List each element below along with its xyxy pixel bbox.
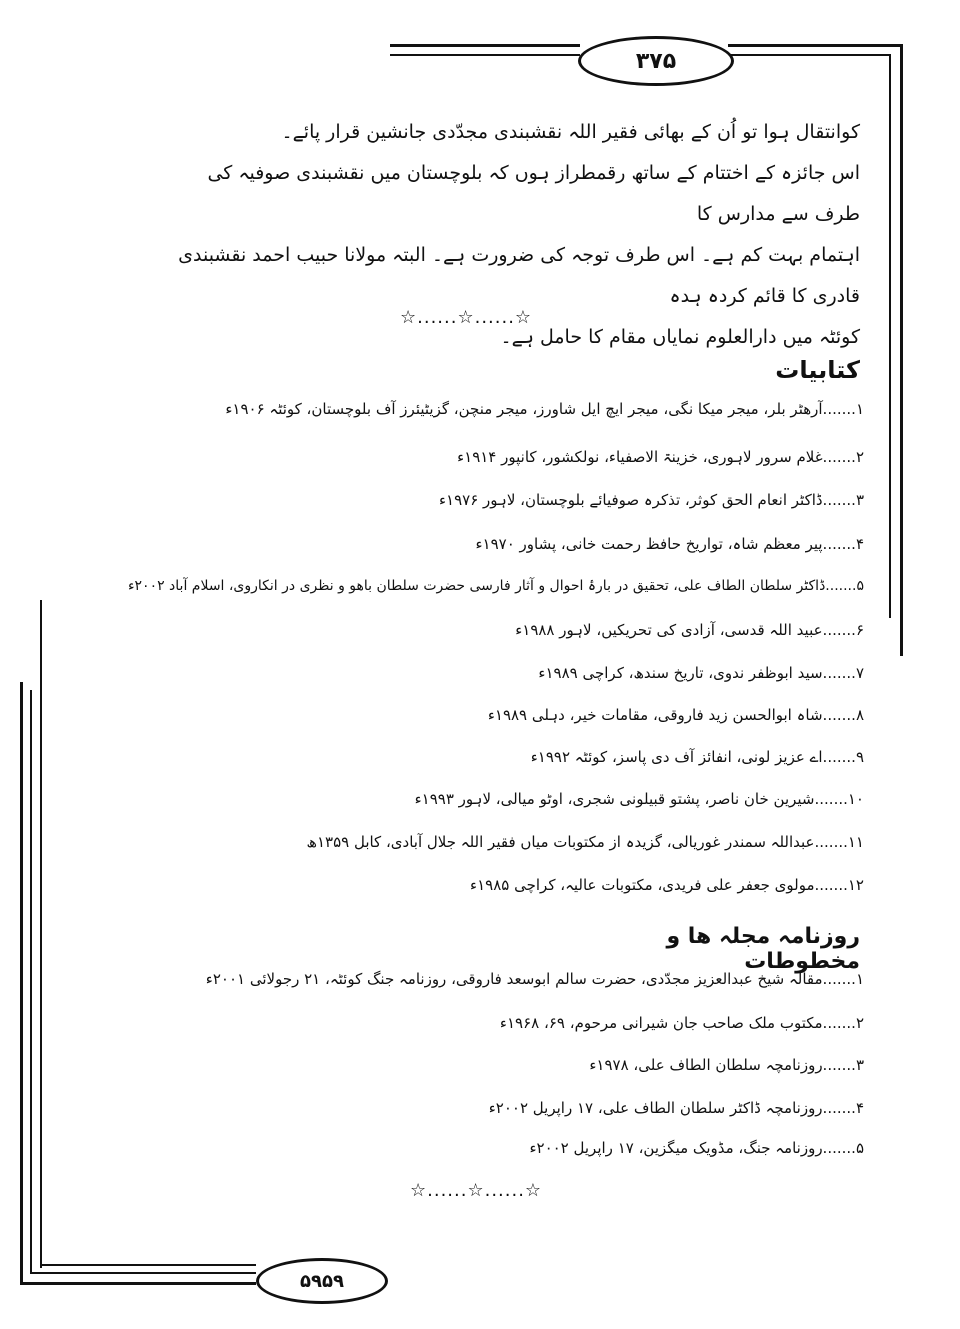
bibliography-item-3: ۳.......ڈاکٹر انعام الحق کوثر، تذکرہ صوفیائے بلوچستان، لاہور ۱۹۷۶ء: [438, 491, 864, 509]
page-number-top-text: ۳۷۵: [635, 48, 677, 74]
intro-line-1: کوانتقال ہوا تو اُن کے بھائی فقیر اللہ نقشبندی مجدّدی جانشین قرار پائے۔: [281, 121, 860, 143]
bibliography-item-1: ۱.......آرھٹر بلر، میجر میکا نگی، میجر ایچ ایل شاورز، میجر منچن، گزیٹیئرز آف بلوچستان، کوئٹہ ۱۹۰۶ء: [225, 400, 864, 418]
intro-line-2: اس جائزہ کے اختتام کے ساتھ رقمطراز ہوں کہ بلوچستان میں نقشبندی صوفیہ کی طرف سے مدارس کا: [207, 162, 860, 225]
bibliography-item-4: ۴.......پیر معظم شاہ، تواریخ حافظ رحمت خانی، پشاور ۱۹۷۰ء: [475, 535, 864, 553]
bibliography-item-7: ۷.......سید ابوظفر ندوی، تاریخ سندھ، کراچی ۱۹۸۹ء: [538, 664, 864, 682]
page-number-bottom-text: ۵۹۵۹: [300, 1270, 344, 1292]
bibliography-item-6: ۶.......عبید اللہ قدسی، آزادی کی تحریکیں، لاہور ۱۹۸۸ء: [515, 621, 864, 639]
frame-left-line-3: [40, 600, 42, 1268]
frame-bottom-line-1: [20, 1282, 256, 1285]
bibliography-item-8: ۸.......شاہ ابوالحسن زید فاروقی، مقامات خیر، دہلی ۱۹۸۹ء: [487, 706, 864, 724]
frame-top-right-line-outer: [728, 44, 902, 47]
periodicals-item-3: ۳.......روزنامچہ سلطان الطاف علی، ۱۹۷۸ء: [589, 1056, 864, 1074]
bibliography-item-12: ۱۲.......مولوی جعفر علی فریدی، مکتوبات عالیہ، کراچی ۱۹۸۵ء: [470, 876, 864, 894]
frame-top-line-outer: [390, 44, 580, 47]
bibliography-item-10: ۱۰.......شیرین خان ناصر، پشتو قبیلونی شجری، اوٹو میالی، لاہور ۱۹۹۳ء: [414, 790, 864, 808]
star-separator-2: ☆......☆......☆: [410, 1180, 543, 1201]
periodicals-item-4: ۴.......روزنامچہ ڈاکٹر سلطان الطاف علی، ۱۷ راپریل ۲۰۰۲ء: [488, 1099, 864, 1117]
page-number-top: [578, 36, 734, 86]
frame-left-line-1: [20, 682, 23, 1282]
frame-top-line-inner: [390, 54, 580, 56]
bibliography-item-2: ۲.......غلام سرور لاہوری، خزینۃ الاصفیاء، نولکشور، کانپور ۱۹۱۴ء: [457, 448, 864, 466]
frame-right-line-outer: [900, 44, 903, 656]
periodicals-item-5: ۵.......روزنامہ جنگ، مڈویک میگزین، ۱۷ راپریل ۲۰۰۲ء: [529, 1139, 864, 1157]
periodicals-heading: روزنامہ مجلہ ھا و مخطوطات: [666, 924, 860, 974]
periodicals-item-2: ۲.......مکتوب ملک صاحب جان شیرانی مرحوم، ۶۹، ۱۹۶۸ء: [499, 1014, 864, 1032]
frame-bottom-line-3: [40, 1264, 256, 1266]
frame-bottom-line-2: [30, 1272, 256, 1274]
periodicals-item-1: ۱.......مقالہ شیخ عبدالعزیز مجدّدی، حضرت سالم ابوسعد فاروقی، روزنامہ جنگ کوئٹہ، ۲۱ رجولائی ۲۰۰۱ء: [205, 970, 864, 988]
frame-left-line-2: [30, 690, 32, 1272]
bibliography-item-11: ۱۱.......عبداللہ سمندر غوریالی، گزیدہ از مکتوبات میاں فقیر اللہ جلال آبادی، کابل ۱۳۵۹ھ: [306, 833, 864, 851]
bibliography-item-9: ۹.......اے عزیز لونی، انفائز آف دی پاسز، کوئٹہ ۱۹۹۲ء: [530, 748, 864, 766]
bibliography-heading: کتابیات: [775, 356, 860, 384]
bibliography-item-5: ۵.......ڈاکٹر سلطان الطاف علی، تحقیق در بارۂ احوال و آثار فارسی حضرت سلطان باھو و نظری در انکاروی، اسلام آباد ۲۰۰۲ء: [127, 578, 864, 594]
frame-top-right-line-inner: [728, 54, 890, 56]
page-number-bottom: [256, 1258, 388, 1304]
intro-line-4: کوئٹہ میں دارالعلوم نمایاں مقام کا حامل ہے۔: [500, 326, 860, 348]
star-separator-1: ☆......☆......☆: [400, 307, 533, 328]
intro-line-3: اہتمام بہت کم ہے۔ اس طرف توجہ کی ضرورت ہے۔ البتہ مولانا حبیب احمد نقشبندی قادری کا قائم کردہ ہدہ: [178, 244, 860, 307]
frame-right-line-inner: [889, 54, 891, 618]
